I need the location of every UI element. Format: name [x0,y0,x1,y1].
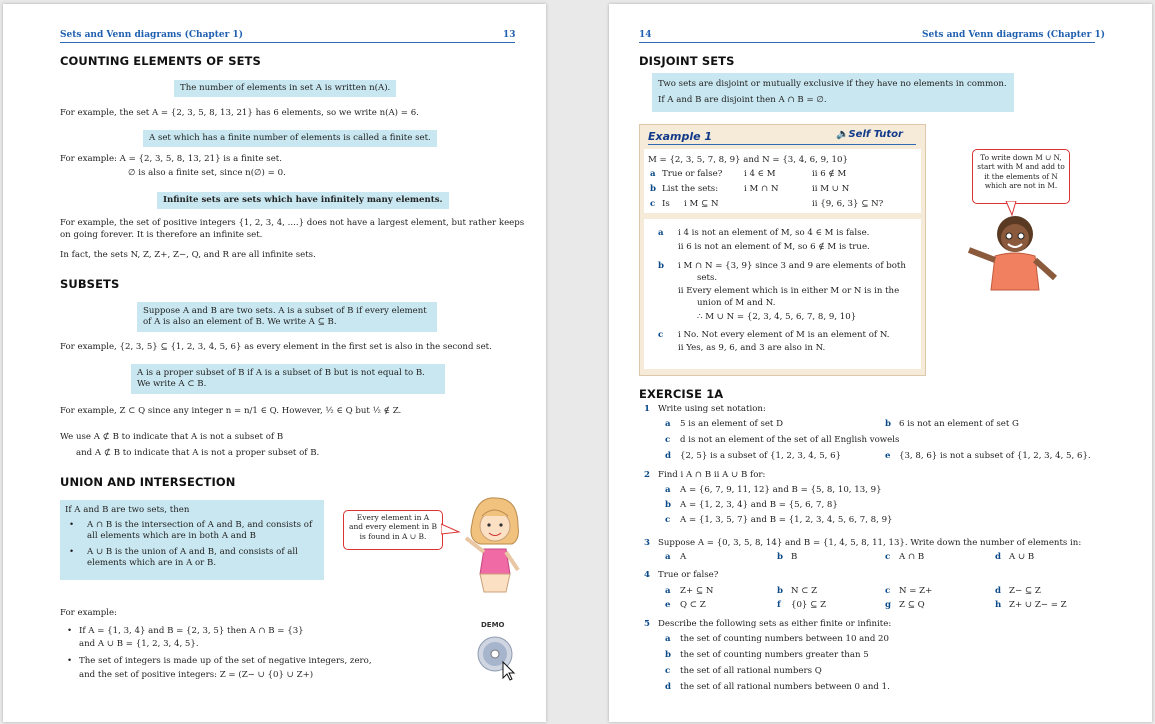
speech-bubble-union [343,510,443,550]
answer-panel [644,219,921,369]
ex5-d: the set of all rational numbers between 0 and 1. [680,682,890,692]
speech-bubble-tip [972,149,1070,204]
proper-subset-def-2: We write A ⊂ B. [137,379,207,389]
proper-subset-example: For example, Z ⊂ Q since any integer n = n/1 ∈ Q. However, ½ ∈ Q but ½ ∉ Z. [60,406,402,416]
ex5-prompt: Describe the following sets as either finite or infinite: [658,619,892,629]
ex4-g: Z ⊆ Q [899,600,925,610]
part-label: c [665,666,671,676]
ex4-b: N ⊂ Z [791,586,818,596]
demo-disc-icon[interactable] [473,632,523,682]
q-label: c [650,199,656,209]
exercise-number: 4 [644,570,650,580]
self-tutor-button[interactable] [836,129,903,140]
part-label: b [777,552,784,562]
ex1-b: 6 is not an element of set G [899,419,1019,429]
not-subset-text-1: We use A ⊄ B to indicate that A is not a subset of B [60,432,284,442]
ans-b-ii-1: ii Every element which is in either M or N is in the [678,286,900,296]
question-sets: M = {2, 3, 5, 7, 8, 9} and N = {3, 4, 6, 9, 10} [648,155,848,165]
exercise-number: 5 [644,619,650,629]
example-1-panel [639,124,926,376]
ex2-b: A = {1, 2, 3, 4} and B = {5, 6, 7, 8} [680,500,838,510]
ex1-a: 5 is an element of set D [680,419,784,429]
page-14 [609,4,1152,722]
definition-box-n: The number of elements in set A is written n(A). [174,80,396,97]
definition-box-infinite: Infinite sets are sets which have infinitely many elements. [157,192,449,209]
ex4-d: Z− ⊆ Z [1009,586,1041,596]
subset-def-2: of A is also an element of B. We write A ⊆ B. [143,317,337,327]
part-label: e [665,600,671,610]
ans-a-i: i 4 is not an element of M, so 4 ∈ M is false. [678,228,870,238]
bullet-dot: • [69,547,75,557]
ans-b-ii-3: ∴ M ∪ N = {2, 3, 4, 5, 6, 7, 8, 9, 10} [697,312,857,322]
disjoint-def-2: If A and B are disjoint then A ∩ B = ∅. [658,95,827,105]
example-bullet-2b: and the set of positive integers: Z = (Z− ∪ {0} ∪ Z+) [79,670,314,680]
part-label: a [665,485,671,495]
union-def-2: elements which are in A or B. [87,558,217,568]
section-heading-subsets: SUBSETS [60,277,120,291]
part-label: h [995,600,1002,610]
subset-def-1: Suppose A and B are two sets. A is a subset of B if every element [143,306,427,316]
definition-box-proper-subset [131,364,445,394]
bubble-line: is found in A ∪ B. [359,531,427,541]
part-label: a [665,419,671,429]
ex1-c: d is not an element of the set of all English vowels [680,435,900,445]
tip-line: which are not in M. [984,181,1058,191]
part-label: a [665,586,671,596]
q-a-i: i 4 ∈ M [744,169,776,179]
ex1-d: {2, 5} is a subset of {1, 2, 3, 4, 5, 6} [680,451,842,461]
page-13 [3,4,546,722]
part-label: c [665,515,671,525]
ex5-b: the set of counting numbers greater than 5 [680,650,869,660]
empty-set-example: ∅ is also a finite set, since n(∅) = 0. [128,168,286,178]
ex2-prompt: Find i A ∩ B ii A ∪ B for: [658,470,766,480]
ex4-h: Z+ ∪ Z− = Z [1009,600,1067,610]
example-rule [648,144,916,145]
q-c-i: i M ⊆ N [684,199,719,209]
header-rule [639,42,1095,43]
a-label: c [658,330,664,340]
section-heading-counting: COUNTING ELEMENTS OF SETS [60,54,261,68]
part-label: d [665,451,672,461]
part-label: f [777,600,781,610]
bullet-dot: • [67,656,73,666]
demo-label: DEMO [481,621,505,629]
ex2-c: A = {1, 3, 5, 7} and B = {1, 2, 3, 4, 5, 6, 7, 8, 9} [680,515,893,525]
tip-line: To write down M ∪ N, [980,153,1062,162]
q-label: b [650,184,657,194]
union-def-1: A ∪ B is the union of A and B, and consists of all [87,547,298,557]
ex3-a: A [680,552,687,562]
not-subset-text-2: and A ⊄ B to indicate that A is not a proper subset of B. [76,448,320,458]
example-bullet-1b: and A ∪ B = {1, 2, 3, 4, 5}. [79,639,199,649]
running-header: Sets and Venn diagrams (Chapter 1) [922,30,1105,40]
bubble-line: Every element in A [356,513,430,522]
part-label: d [995,552,1002,562]
finite-example: For example: A = {2, 3, 5, 8, 13, 21} is a finite set. [60,154,282,164]
ex1-e: {3, 8, 6} is not a subset of {1, 2, 3, 4, 5, 6}. [899,451,1091,461]
q-b-ii: ii M ∪ N [812,184,850,194]
infinite-text-2: on going forever. It is therefore an infinite set. [60,230,263,240]
bubble-line: and every element in B [349,522,437,532]
part-label: c [885,552,891,562]
ex4-c: N = Z+ [899,586,933,596]
q-c-ii: ii {9, 6, 3} ⊆ N? [812,199,884,209]
header-rule [60,42,515,43]
part-label: d [665,682,672,692]
ans-c-ii: ii Yes, as 9, 6, and 3 are also in N. [678,343,826,353]
ex3-prompt: Suppose A = {0, 3, 5, 8, 14} and B = {1, 4, 5, 8, 11, 13}. Write down the number of elements in: [658,538,1082,548]
ex3-b: B [791,552,798,562]
bullet-dot: • [69,520,75,530]
exercise-number: 1 [644,404,650,414]
infinite-text-3: In fact, the sets N, Z, Z+, Z−, Q, and R are all infinite sets. [60,250,316,260]
ex4-a: Z+ ⊆ N [680,586,714,596]
speaker-icon: 🔈 [836,129,849,140]
definition-box-union-intersection [60,500,324,580]
part-label: d [995,586,1002,596]
ui-intro: If A and B are two sets, then [65,505,190,515]
ans-c-i: i No. Not every element of M is an element of N. [678,330,890,340]
example-text: For example, the set A = {2, 3, 5, 8, 13, 21} has 6 elements, so we write n(A) = 6. [60,108,419,118]
page-number: 13 [503,30,516,40]
ex4-prompt: True or false? [658,570,719,580]
exercise-number: 2 [644,470,650,480]
section-heading-union: UNION AND INTERSECTION [60,475,236,489]
definition-box-disjoint [652,73,1014,112]
part-label: a [665,552,671,562]
running-header: Sets and Venn diagrams (Chapter 1) [60,30,243,40]
example-bullet-2a: The set of integers is made up of the set of negative integers, zero, [79,656,372,666]
ex5-c: the set of all rational numbers Q [680,666,822,676]
ex4-e: Q ⊂ Z [680,600,706,610]
part-label: c [665,435,671,445]
part-label: e [885,451,891,461]
ex2-a: A = {6, 7, 9, 11, 12} and B = {5, 8, 10, 13, 9} [680,485,882,495]
proper-subset-def-1: A is a proper subset of B if A is a subset of B but is not equal to B. [137,368,425,378]
q-c-text: Is [662,199,670,209]
bullet-dot: • [67,626,73,636]
a-label: b [658,261,665,271]
ans-b-i-2: sets. [697,273,718,283]
part-label: g [885,600,892,610]
exercise-number: 3 [644,538,650,548]
ans-a-ii: ii 6 is not an element of M, so 6 ∉ M is true. [678,242,870,252]
q-b-text: List the sets: [662,184,719,194]
tip-line: it the elements of N [984,171,1058,181]
question-panel [644,149,921,213]
exercise-heading: EXERCISE 1A [639,387,724,401]
section-heading-disjoint: DISJOINT SETS [639,54,735,68]
ans-b-i-1: i M ∩ N = {3, 9} since 3 and 9 are elements of both [678,261,906,271]
q-b-i: i M ∩ N [744,184,779,194]
self-tutor-label: Self Tutor [848,129,903,140]
infinite-text-1: For example, the set of positive integers {1, 2, 3, 4, ....} does not have a largest element, but rather keeps [60,218,525,228]
for-example-label: For example: [60,608,117,618]
part-label: a [665,634,671,644]
intersection-def-1: A ∩ B is the intersection of A and B, and consists of [87,520,313,530]
boy-cartoon-icon [959,212,1069,292]
part-label: b [665,650,672,660]
part-label: b [885,419,892,429]
definition-box-finite: A set which has a finite number of elements is called a finite set. [143,130,437,147]
ex5-a: the set of counting numbers between 10 and 20 [680,634,889,644]
example-title: Example 1 [648,130,713,143]
girl-cartoon-icon [458,494,528,599]
part-label: b [665,500,672,510]
ex3-d: A ∪ B [1009,552,1035,562]
part-label: c [885,586,891,596]
q-a-ii: ii 6 ∉ M [812,169,847,179]
intersection-def-2: all elements which are in both A and B [87,531,256,541]
a-label: a [658,228,664,238]
q-a-text: True or false? [662,169,723,179]
ex1-prompt: Write using set notation: [658,404,766,414]
disjoint-def-1: Two sets are disjoint or mutually exclusive if they have no elements in common. [658,79,1007,89]
q-label: a [650,169,656,179]
subset-example: For example, {2, 3, 5} ⊆ {1, 2, 3, 4, 5, 6} as every element in the first set is also in the second set. [60,342,492,352]
example-bullet-1a: If A = {1, 3, 4} and B = {2, 3, 5} then A ∩ B = {3} [79,626,304,636]
definition-box-subset [137,302,437,332]
ans-b-ii-2: union of M and N. [697,298,776,308]
part-label: b [777,586,784,596]
tip-line: start with M and add to [977,162,1065,172]
ex4-f: {0} ⊆ Z [791,600,827,610]
page-number: 14 [639,30,652,40]
ex3-c: A ∩ B [899,552,925,562]
